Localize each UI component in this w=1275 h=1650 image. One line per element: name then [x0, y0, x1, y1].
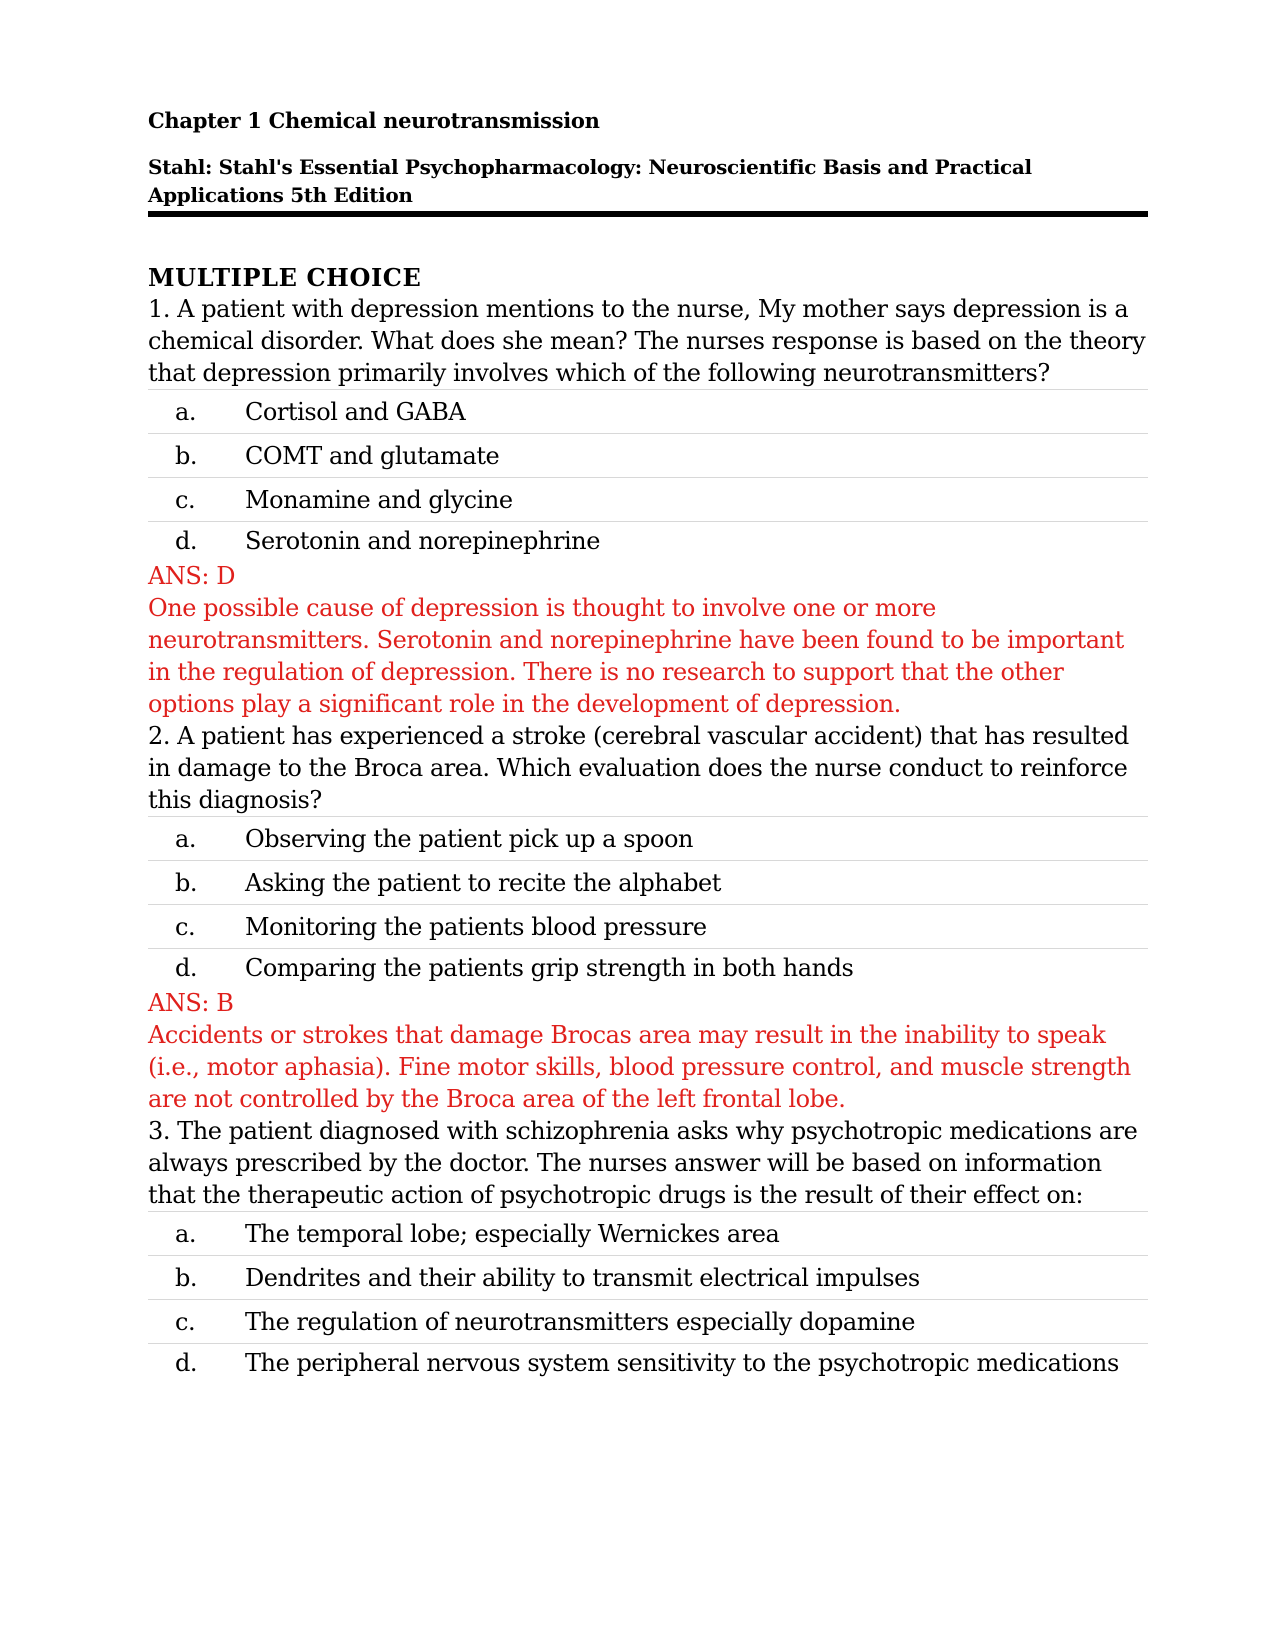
question-text: 1. A patient with depression mentions to the nurse, My mother says depression is a chemical disorder. What does she mean? The nurses response is based on the theory that depression primarily involves which of the following neurotransmitters? [148, 295, 1146, 387]
question-text: 2. A patient has experienced a stroke (cerebral vascular accident) that has resulted in damage to the Broca area. Which evaluation does the nurse conduct to reinforce this diagnosis? [148, 722, 1129, 814]
option-item [148, 904, 1148, 948]
option-letter: d. [175, 527, 198, 555]
option-item [148, 433, 1148, 477]
option-list [148, 1211, 1148, 1382]
option-text: Comparing the patients grip strength in both hands [245, 954, 854, 982]
option-text: Cortisol and GABA [245, 397, 466, 426]
answer-rationale: Accidents or strokes that damage Brocas area may result in the inability to speak (i.e., motor aphasia). Fine motor skills, blood pressure control, and muscle strength are not controlled by the Broca area of the left frontal lobe. [148, 1021, 1131, 1113]
option-text: Dendrites and their ability to transmit electrical impulses [245, 1263, 920, 1292]
option-list [148, 816, 1148, 987]
question-text: 3. The patient diagnosed with schizophrenia asks why psychotropic medications are always prescribed by the doctor. The nurses answer will be based on information that the therapeutic action of psychotropic drugs is the result of their effect on: [148, 1117, 1138, 1209]
question-block [148, 720, 1148, 1115]
book-title: Stahl: Stahl's Essential Psychopharmacology: Neuroscientific Basis and Practical Applications 5th Edition [148, 155, 1032, 207]
option-item [148, 1343, 1148, 1382]
answer-key: ANS: D [148, 562, 236, 590]
option-text: Serotonin and norepinephrine [245, 527, 600, 555]
option-letter: b. [175, 441, 198, 470]
option-item [148, 1211, 1148, 1255]
option-item [148, 389, 1148, 433]
option-item [148, 1255, 1148, 1299]
chapter-title: Chapter 1 Chemical neurotransmission [148, 108, 600, 133]
option-letter: c. [175, 912, 196, 941]
header-divider [148, 211, 1148, 217]
document-page [148, 108, 1148, 1382]
option-letter: b. [175, 1263, 198, 1292]
option-item [148, 1299, 1148, 1343]
option-text: Observing the patient pick up a spoon [245, 824, 693, 853]
option-letter: d. [175, 954, 198, 982]
option-text: COMT and glutamate [245, 441, 500, 470]
section-heading: MULTIPLE CHOICE [148, 263, 422, 292]
option-item [148, 477, 1148, 521]
option-list [148, 389, 1148, 560]
answer-key: ANS: B [148, 989, 234, 1017]
option-item [148, 860, 1148, 904]
option-letter: a. [175, 1219, 197, 1248]
option-letter: a. [175, 824, 197, 853]
option-letter: d. [175, 1349, 198, 1377]
option-text: Monamine and glycine [245, 485, 513, 514]
question-block [148, 1115, 1148, 1382]
option-text: Monitoring the patients blood pressure [245, 912, 707, 941]
option-text: The temporal lobe; especially Wernickes area [245, 1219, 780, 1248]
option-text: The regulation of neurotransmitters especially dopamine [245, 1307, 916, 1336]
option-text: Asking the patient to recite the alphabet [245, 868, 721, 897]
option-letter: c. [175, 1307, 196, 1336]
option-item [148, 948, 1148, 987]
option-item [148, 816, 1148, 860]
option-letter: c. [175, 485, 196, 514]
answer-rationale: One possible cause of depression is thought to involve one or more neurotransmitters. Serotonin and norepinephrine have been found to be important in the regulation of depression. There is no research to support that the other options play a significant role in the development of depression. [148, 594, 1124, 718]
option-text: The peripheral nervous system sensitivity to the psychotropic medications [245, 1349, 1119, 1377]
option-letter: b. [175, 868, 198, 897]
option-item [148, 521, 1148, 560]
question-block [148, 293, 1148, 720]
option-letter: a. [175, 397, 197, 426]
